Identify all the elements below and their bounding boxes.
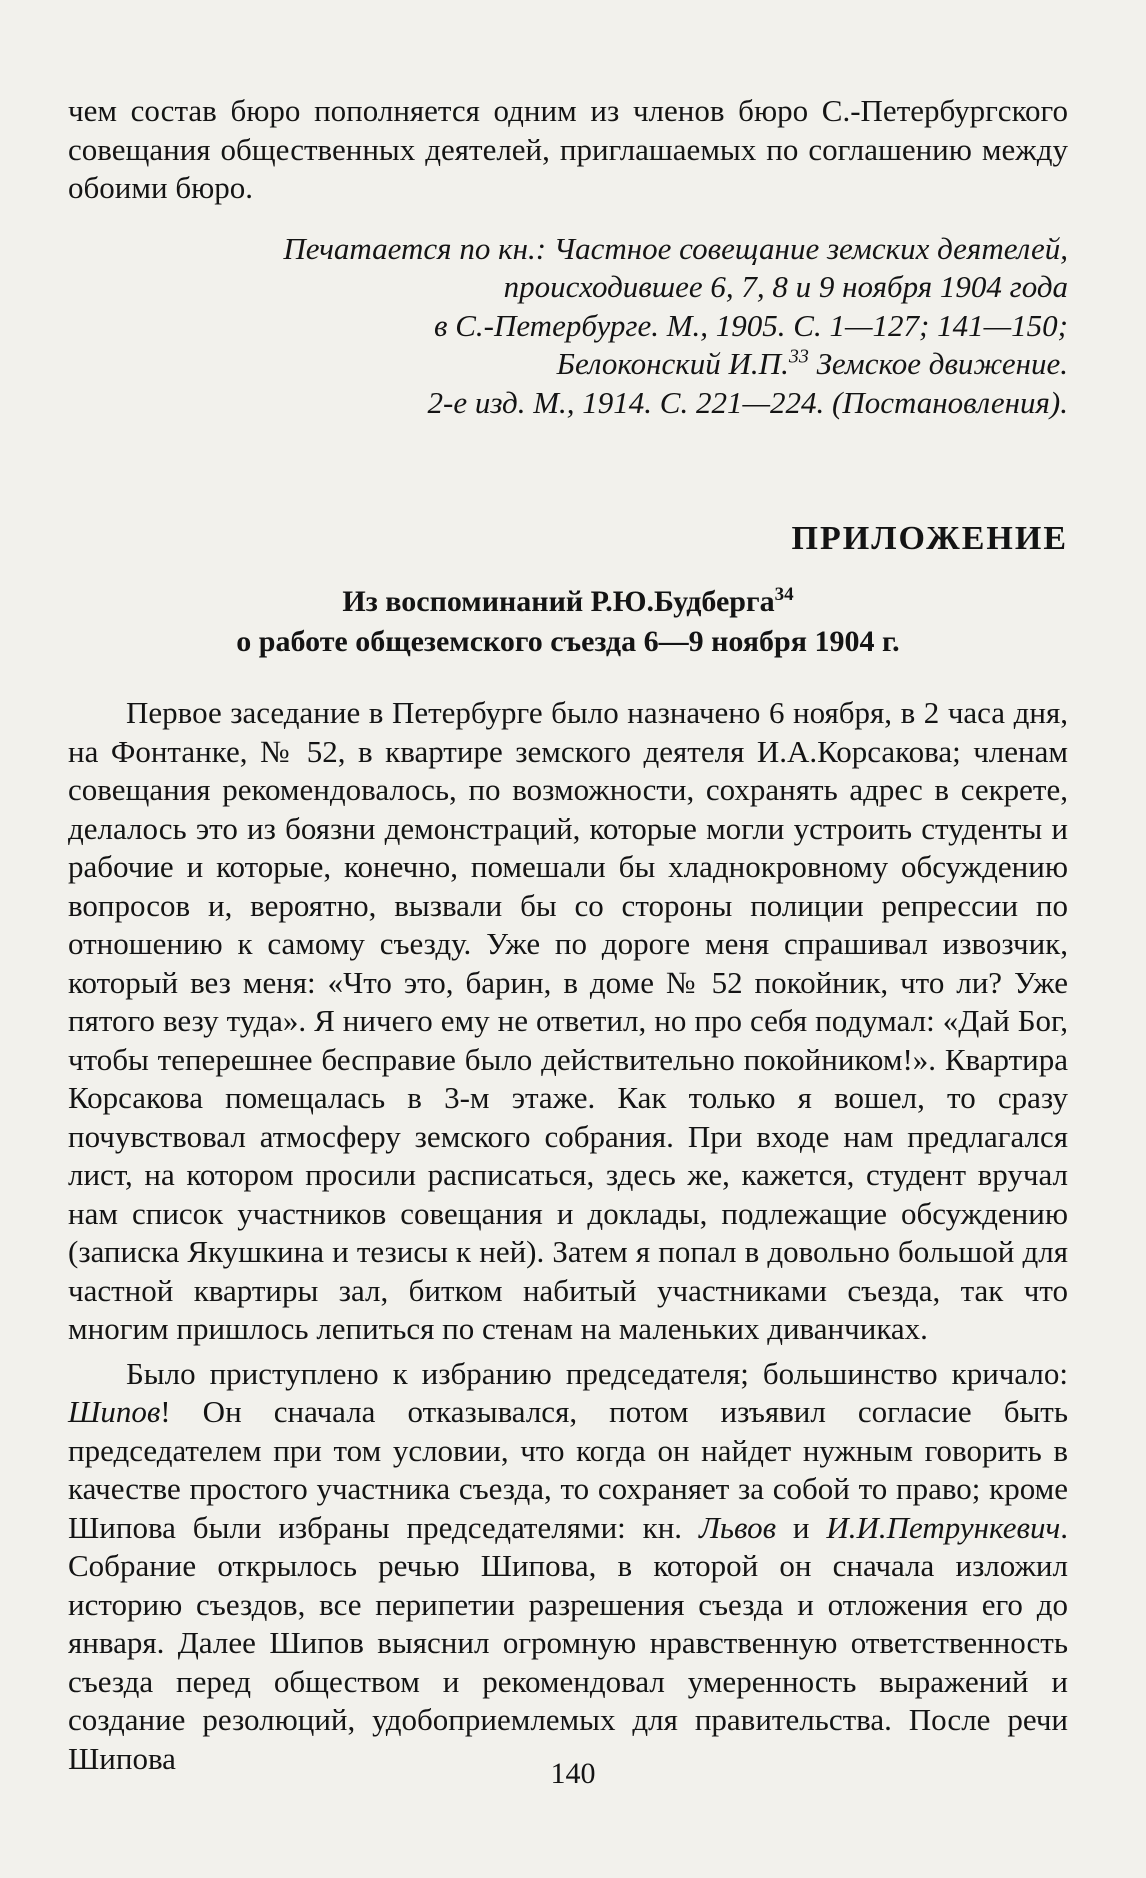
source-note <box>68 230 1068 423</box>
paragraph: Первое заседание в Петербурге было назначено 6 ноября, в 2 часа дня, на Фонтанке, № 52, в квартире земского деятеля И.А.Корсакова; членам совещания рекомендовалось, по возможности, сохранять адрес в секрете, делалось это из боязни демонстраций, которые могли устроить студенты и рабочие и которые, конечно, помешали бы хладнокровному обсуждению вопросов и, вероятно, вызвали бы со стороны полиции репрессии по отношению к самому съезду. Уже по дороге меня спрашивал извозчик, который вез меня: «Что это, барин, в доме № 52 покойник, что ли? Уже пятого везу туда». Я ничего ему не ответил, но про себя подумал: «Дай Бог, чтобы теперешнее бесправие было действительно покойником!». Квартира Корсакова помещалась в 3-м этаже. Как только я вошел, то сразу почувствовал атмосферу земского собрания. При входе нам предлагался лист, на котором просили расписаться, здесь же, кажется, студент вручал нам список участников совещания и доклады, подлежащие обсуждению (записка Якушкина и тезисы к ней). Затем я попал в довольно большой для частной квартиры зал, битком набитый участниками съезда, так что многим пришлось лепиться по стенам на маленьких диванчиках. <box>68 695 1068 1346</box>
source-note-line: Печатается по кн.: Частное совещание земских деятелей, <box>283 230 1068 266</box>
heading-text: Из воспоминаний Р.Ю.Будберга <box>342 585 775 618</box>
source-note-line: 2-е изд. М., 1914. С. 221—224. (Постановления). <box>427 384 1068 420</box>
section-heading <box>68 582 1068 662</box>
person-name: Шипов <box>68 1394 161 1429</box>
source-note-title: Земское движение. <box>808 346 1068 381</box>
footnote-ref-33: 33 <box>788 345 809 368</box>
page-number: 140 <box>550 1757 596 1790</box>
source-note-line: в С.-Петербурге. М., 1905. С. 1—127; 141—150; <box>433 307 1068 343</box>
person-name: И.И.Петрункевич <box>826 1509 1061 1545</box>
body-text <box>68 694 1068 1778</box>
paragraph-text: ! Он сначала отказывался, потом изъявил согласие быть председателем при том условии, что когда он найдет нужным говорить в качестве простого участника съезда, то сохраняет за собой то право; кроме Шипова были избраны председателями: кн. <box>68 1394 1068 1545</box>
source-note-line: происходившее 6, 7, 8 и 9 ноября 1904 года <box>503 269 1068 304</box>
source-note-line <box>68 345 1068 384</box>
section-heading-line: о работе общеземского съезда 6—9 ноября 1904 г. <box>236 625 900 658</box>
section-heading-line <box>68 582 1068 622</box>
source-note-author: Белоконский И.П. <box>556 346 789 381</box>
paragraph-text: Было приступлено к избранию председателя; большинство кричало: <box>126 1355 1068 1391</box>
intro-paragraph: чем состав бюро пополняется одним из членов бюро С.-Петербургского совещания общественных деятелей, приглашаемых по соглашению между обоими бюро. <box>68 93 1068 205</box>
paragraph-text: и <box>776 1509 827 1545</box>
person-name: Львов <box>698 1509 777 1545</box>
appendix-title: ПРИЛОЖЕНИЕ <box>791 520 1068 557</box>
paragraph-text: . Собрание открылось речью Шипова, в которой он сначала изложил историю съездов, все перипетии разрешения съезда и отложения его до января. Далее Шипов выяснил огромную нравственную ответственность съезда перед обществом и рекомендовал умеренность выражений и создание резолюций, удобоприемлемых для правительства. После речи Шипова <box>68 1509 1069 1776</box>
paragraph <box>68 1355 1068 1779</box>
footnote-ref-34: 34 <box>774 584 794 605</box>
document-page <box>68 92 1068 1792</box>
